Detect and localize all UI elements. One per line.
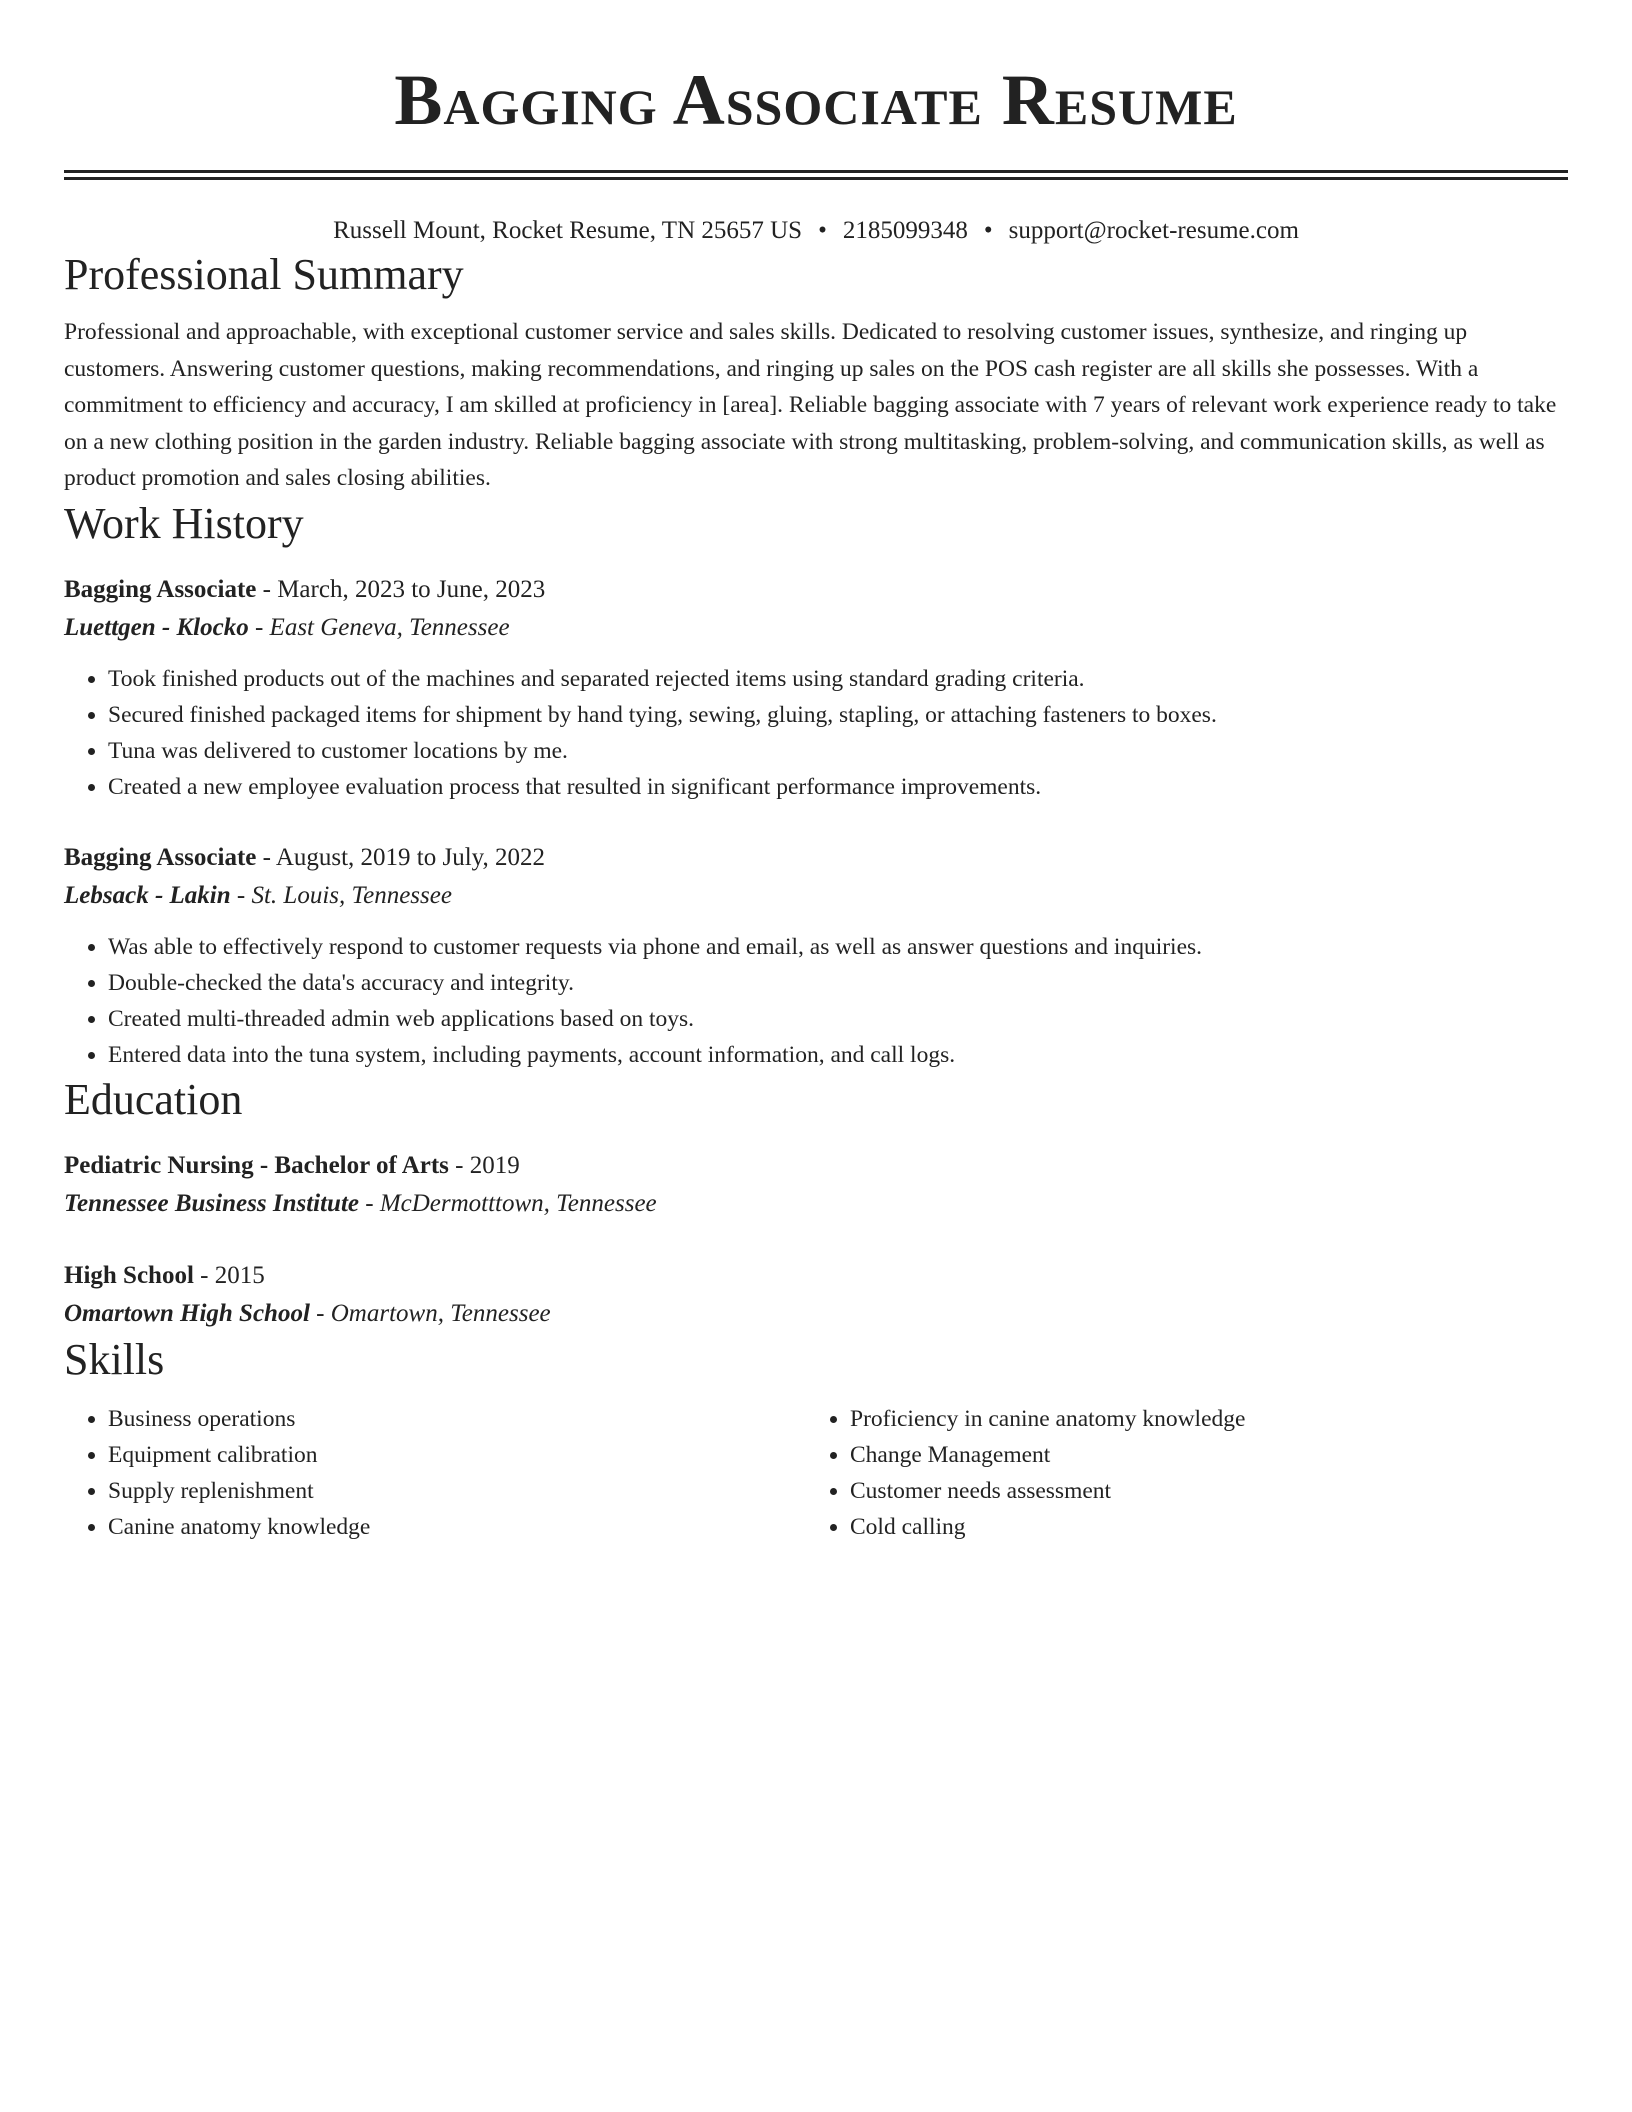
list-item: • Entered data into the tuna system, including payments, account information, and call logs. — [108, 1037, 1568, 1073]
job-company: Luettgen - Klocko — [64, 613, 249, 641]
job-bullets — [64, 661, 1568, 805]
job-entry — [64, 839, 1568, 1073]
job-title-line — [64, 571, 1568, 609]
contact-separator: • — [983, 217, 993, 244]
list-item: • Equipment calibration — [108, 1437, 806, 1473]
list-item: • Supply replenishment — [108, 1473, 806, 1509]
job-company-line — [64, 877, 1568, 915]
education-heading: Education — [64, 1074, 243, 1124]
degree: High School — [64, 1261, 194, 1289]
dash: - — [230, 881, 252, 909]
list-item: • Was able to effectively respond to customer requests via phone and email, as well as answer questions and inquiries. — [108, 929, 1568, 965]
job-location: St. Louis, Tennessee — [251, 881, 452, 909]
list-item: • Took finished products out of the machines and separated rejected items using standard grading criteria. — [108, 661, 1568, 697]
school-name: Tennessee Business Institute — [64, 1189, 359, 1217]
education-entry — [64, 1257, 1568, 1333]
list-item: • Customer needs assessment — [850, 1473, 1548, 1509]
summary-heading: Professional Summary — [64, 250, 464, 299]
job-entry — [64, 571, 1568, 805]
school-line — [64, 1295, 1568, 1333]
school-name: Omartown High School — [64, 1299, 310, 1327]
list-item: • Cold calling — [850, 1509, 1548, 1545]
dash: - — [248, 613, 270, 641]
list-item: • Canine anatomy knowledge — [108, 1509, 806, 1545]
school-location: Omartown, Tennessee — [330, 1299, 551, 1327]
job-bullets — [64, 929, 1568, 1073]
list-item: • Created multi-threaded admin web applications based on toys. — [108, 1001, 1568, 1037]
job-company: Lebsack - Lakin — [64, 881, 231, 909]
list-item: • Double-checked the data's accuracy and integrity. — [108, 965, 1568, 1001]
contact-address: Russell Mount, Rocket Resume, TN 25657 US — [333, 217, 803, 244]
job-company-line — [64, 609, 1568, 647]
job-title: Bagging Associate — [64, 575, 257, 603]
degree-line — [64, 1257, 1568, 1295]
contact-phone: 2185099348 — [842, 217, 968, 244]
skills-right-column — [806, 1401, 1548, 1545]
list-item: • Proficiency in canine anatomy knowledge — [850, 1401, 1548, 1437]
job-title-line — [64, 839, 1568, 877]
job-dates: March, 2023 to June, 2023 — [277, 575, 546, 603]
degree: Pediatric Nursing - Bachelor of Arts — [64, 1151, 449, 1179]
job-location: East Geneva, Tennessee — [269, 613, 510, 641]
skills-grid — [64, 1401, 1568, 1545]
dash: - — [358, 1189, 380, 1217]
contact-email: support@rocket-resume.com — [1008, 217, 1299, 244]
list-item: • Secured finished packaged items for shipment by hand tying, sewing, gluing, stapling, or attaching fasteners to boxes. — [108, 697, 1568, 733]
contact-separator: • — [818, 217, 827, 244]
dash: - — [256, 575, 278, 603]
title-double-rule — [64, 170, 1568, 180]
graduation-year: 2019 — [469, 1151, 520, 1179]
graduation-year: 2015 — [214, 1261, 265, 1289]
list-item: • Change Management — [850, 1437, 1548, 1473]
summary-text: Professional and approachable, with exceptional customer service and sales skills. Dedicated to resolving customer issues, synthesize, and ringing up customers. Answering customer questions, making recommendations, and ringing up sales on the POS cash register are all skills she possesses. With a commitment to efficiency and accuracy, I am skilled at proficiency in [area]. Reliable bagging associate with 7 years of relevant work experience ready to take on a new clothing position in the garden industry. Reliable bagging associate with strong multitasking, problem-solving, and communication skills, as well as product promotion and sales closing abilities. — [64, 319, 1557, 491]
list-item: • Created a new employee evaluation process that resulted in significant performance improvements. — [108, 769, 1568, 805]
contact-line — [64, 214, 1568, 248]
dash: - — [309, 1299, 331, 1327]
skills-left-column — [64, 1401, 806, 1545]
dash: - — [256, 843, 276, 871]
dash: - — [193, 1261, 215, 1289]
dash: - — [448, 1151, 470, 1179]
skills-heading: Skills — [64, 1334, 165, 1384]
degree-line — [64, 1147, 1568, 1185]
job-dates: August, 2019 to July, 2022 — [275, 843, 546, 871]
work-history-heading: Work History — [64, 498, 304, 548]
job-title: Bagging Associate — [64, 843, 257, 871]
school-line — [64, 1185, 1568, 1223]
school-location: McDermotttown, Tennessee — [379, 1189, 657, 1217]
list-item: • Business operations — [108, 1401, 806, 1437]
resume-title: Bagging Associate Resume — [394, 60, 1238, 140]
list-item: • Tuna was delivered to customer locations by me. — [108, 733, 1568, 769]
education-entry — [64, 1147, 1568, 1223]
